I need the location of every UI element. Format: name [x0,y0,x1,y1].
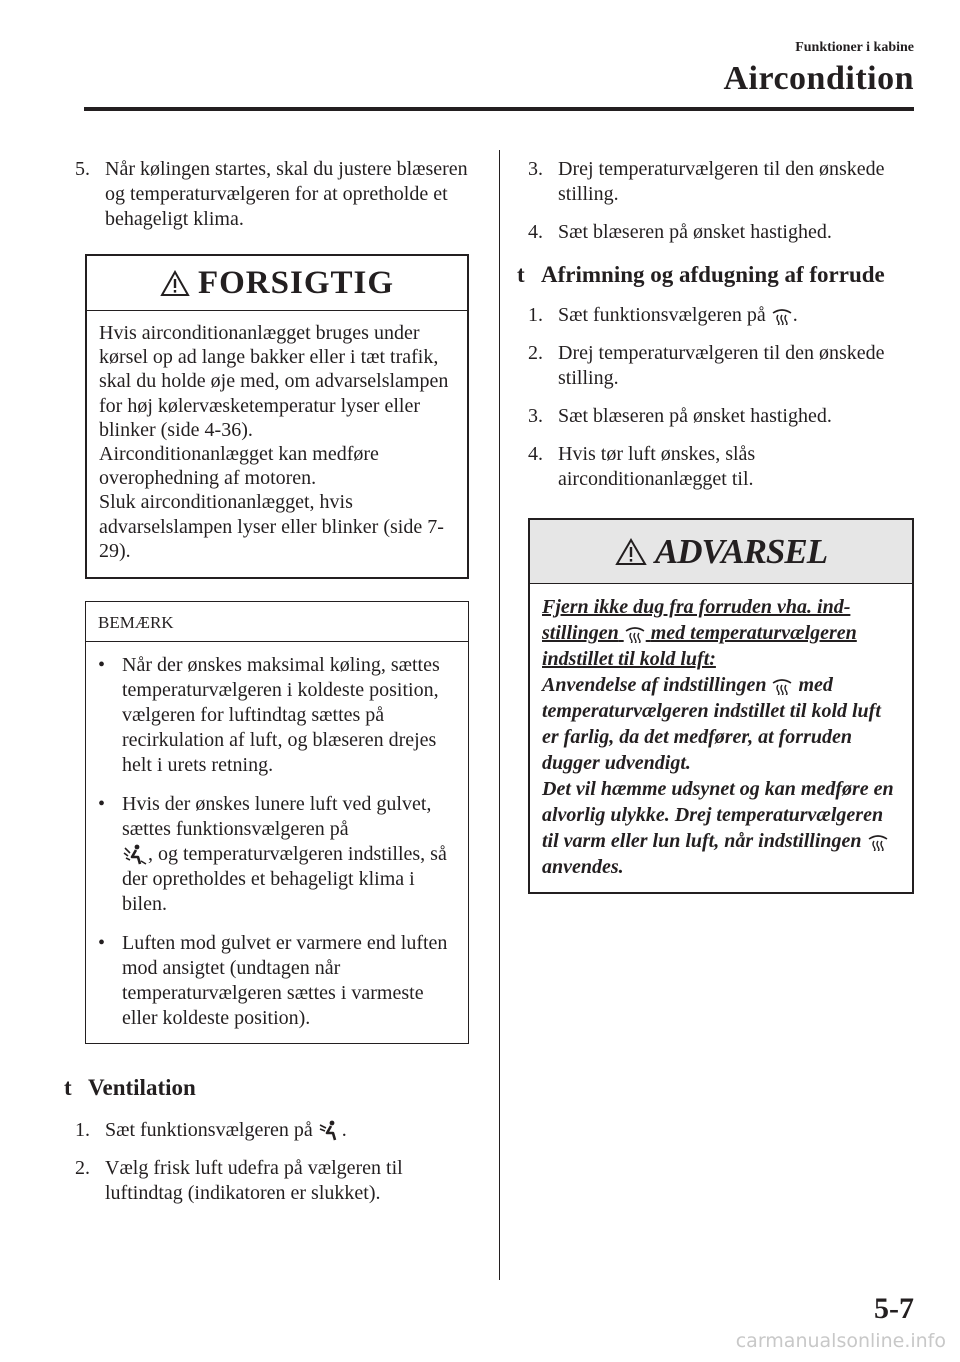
defrost-step-1 [528,303,918,328]
step-number: 2. [75,1157,90,1180]
caution-text-2: Airconditionanlægget kan medføre overophedning af motoren. [99,443,379,490]
warning-text [542,672,900,776]
warning-text-t3: Det vil hæmme udsynet og kan medføre en alvorlig ulykke. Drej temperaturvælgeren til varm eller lun luft, når indstillingen [542,778,894,852]
step-text [105,1118,475,1143]
section-title: Afrimning og afdugning af forrude [541,262,885,287]
step-text: Drej temperaturvælgeren til den ønskede stilling. [558,342,885,389]
warning-text-u2: med temperaturvælgeren indstillet til kold luft: [542,622,857,670]
step-number: 2. [528,342,543,364]
step-5 [75,157,475,232]
warning-triangle-icon [160,270,190,297]
note-item-text [122,792,454,917]
floor-windshield-mode-icon [122,844,148,866]
list-item [98,653,454,778]
warning-underlined-text [542,594,900,672]
note-body [86,642,468,1043]
defrost-heading [517,261,918,289]
windshield-defrost-icon [867,833,889,851]
ventilation-step-1 [75,1118,475,1143]
warning-text-t2: med temperaturvælgeren indstillet til kold luft er farlig, da det medfører, at forruden dugger udvendigt. [542,674,881,774]
list-item [98,792,454,917]
section-marker: t [517,262,525,287]
bullet-glyph: • [98,932,106,955]
note-item-text-a: Hvis der ønskes lunere luft ved gulvet, sættes funktionsvælgeren på [122,793,432,841]
step-text [558,303,918,328]
column-divider [499,150,500,1280]
step-number: 3. [528,405,543,427]
warning-text-t4: anvendes. [542,856,624,878]
defrost-step-2 [528,341,918,391]
list-item [98,931,454,1031]
step-4 [528,220,918,245]
defrost-step-3 [528,404,918,429]
windshield-defrost-icon [771,307,793,325]
step-text: Sæt blæseren på ønsket hastighed. [558,405,832,427]
note-header: BEMÆRK [86,602,468,642]
step-text-b: . [341,1119,347,1142]
windshield-defrost-icon [624,625,646,643]
warning-body [530,584,912,892]
caution-label: FORSIGTIG [197,264,395,301]
watermark: carmanualsonline.info [735,1330,946,1352]
step-3 [528,157,918,207]
caution-text: Hvis airconditionanlægget bruges under kørsel op ad lange bakker eller i tæt trafik, skal du holde øje med, om advarselslampen for høj kølervæsketemperatur lyser eller blinker (side 4-36). [99,322,449,441]
warning-text-2 [542,776,900,880]
step-number: 1. [528,304,543,326]
step-text: Sæt blæseren på ønsket hastighed. [558,221,832,243]
bullet-glyph: • [98,793,106,816]
left-column [64,157,475,1219]
warning-box [528,518,914,894]
step-text-a: Sæt funktionsvælgeren på [105,1119,313,1142]
warning-triangle-icon [615,538,647,566]
page-number: 5-7 [874,1292,914,1325]
ventilation-step-2 [75,1156,475,1206]
defrost-step-4 [528,442,918,492]
caution-box [85,254,469,579]
header-rule [84,107,914,111]
warning-label: ADVARSEL [654,532,828,571]
warning-header [530,520,912,584]
step-number: 3. [528,158,543,180]
section-title: Ventilation [88,1075,196,1101]
step-number: 4. [528,443,543,465]
right-column [517,157,918,894]
face-vent-mode-icon [318,1120,342,1142]
ventilation-heading [64,1074,475,1102]
step-text: Hvis tør luft ønskes, slås airconditionanlægget til. [558,443,756,490]
note-item-text: Luften mod gulvet er varmere end luften mod ansigtet (undtagen når temperaturvælgeren sættes i varmeste eller koldeste position). [122,932,448,1030]
step-text: Vælg frisk luft udefra på vælgeren til luftindtag (indikatoren er slukket). [105,1157,403,1205]
step-number: 5. [75,158,90,180]
step-number: 1. [75,1119,90,1142]
note-item-text-b: , og temperaturvælgeren indstilles, så der opretholdes et behageligt klima i bilen. [122,843,447,916]
step-number: 4. [528,221,543,243]
warning-text-u1: Fjern ikke dug fra forruden vha. ind-stillingen [542,596,851,644]
caution-header [87,256,467,311]
page-title: Aircondition [723,60,914,97]
caution-text-3: Sluk airconditionanlægget, hvis advarselslampen lyser eller blinker (side 7-29). [99,491,444,562]
step-text-a: Sæt funktionsvælgeren på [558,304,766,326]
step-text-b: . [792,304,798,326]
note-item-text: Når der ønskes maksimal køling, sættes temperaturvælgeren i koldeste position, vælgeren for luftindtag sættes på recirkulation af luft, og blæseren drejes helt i urets retning. [122,654,440,777]
warning-text-t1: Anvendelse af indstillingen [542,674,767,696]
step-text: Når kølingen startes, skal du justere blæseren og temperaturvælgeren for at opretholde et behageligt klima. [105,158,468,230]
note-box [85,601,469,1044]
section-marker: t [64,1075,72,1101]
step-text: Drej temperaturvælgeren til den ønskede stilling. [558,158,885,205]
caution-body [87,311,467,577]
chapter-subtitle: Funktioner i kabine [795,40,914,55]
bullet-glyph: • [98,654,106,677]
windshield-defrost-icon [771,677,793,695]
